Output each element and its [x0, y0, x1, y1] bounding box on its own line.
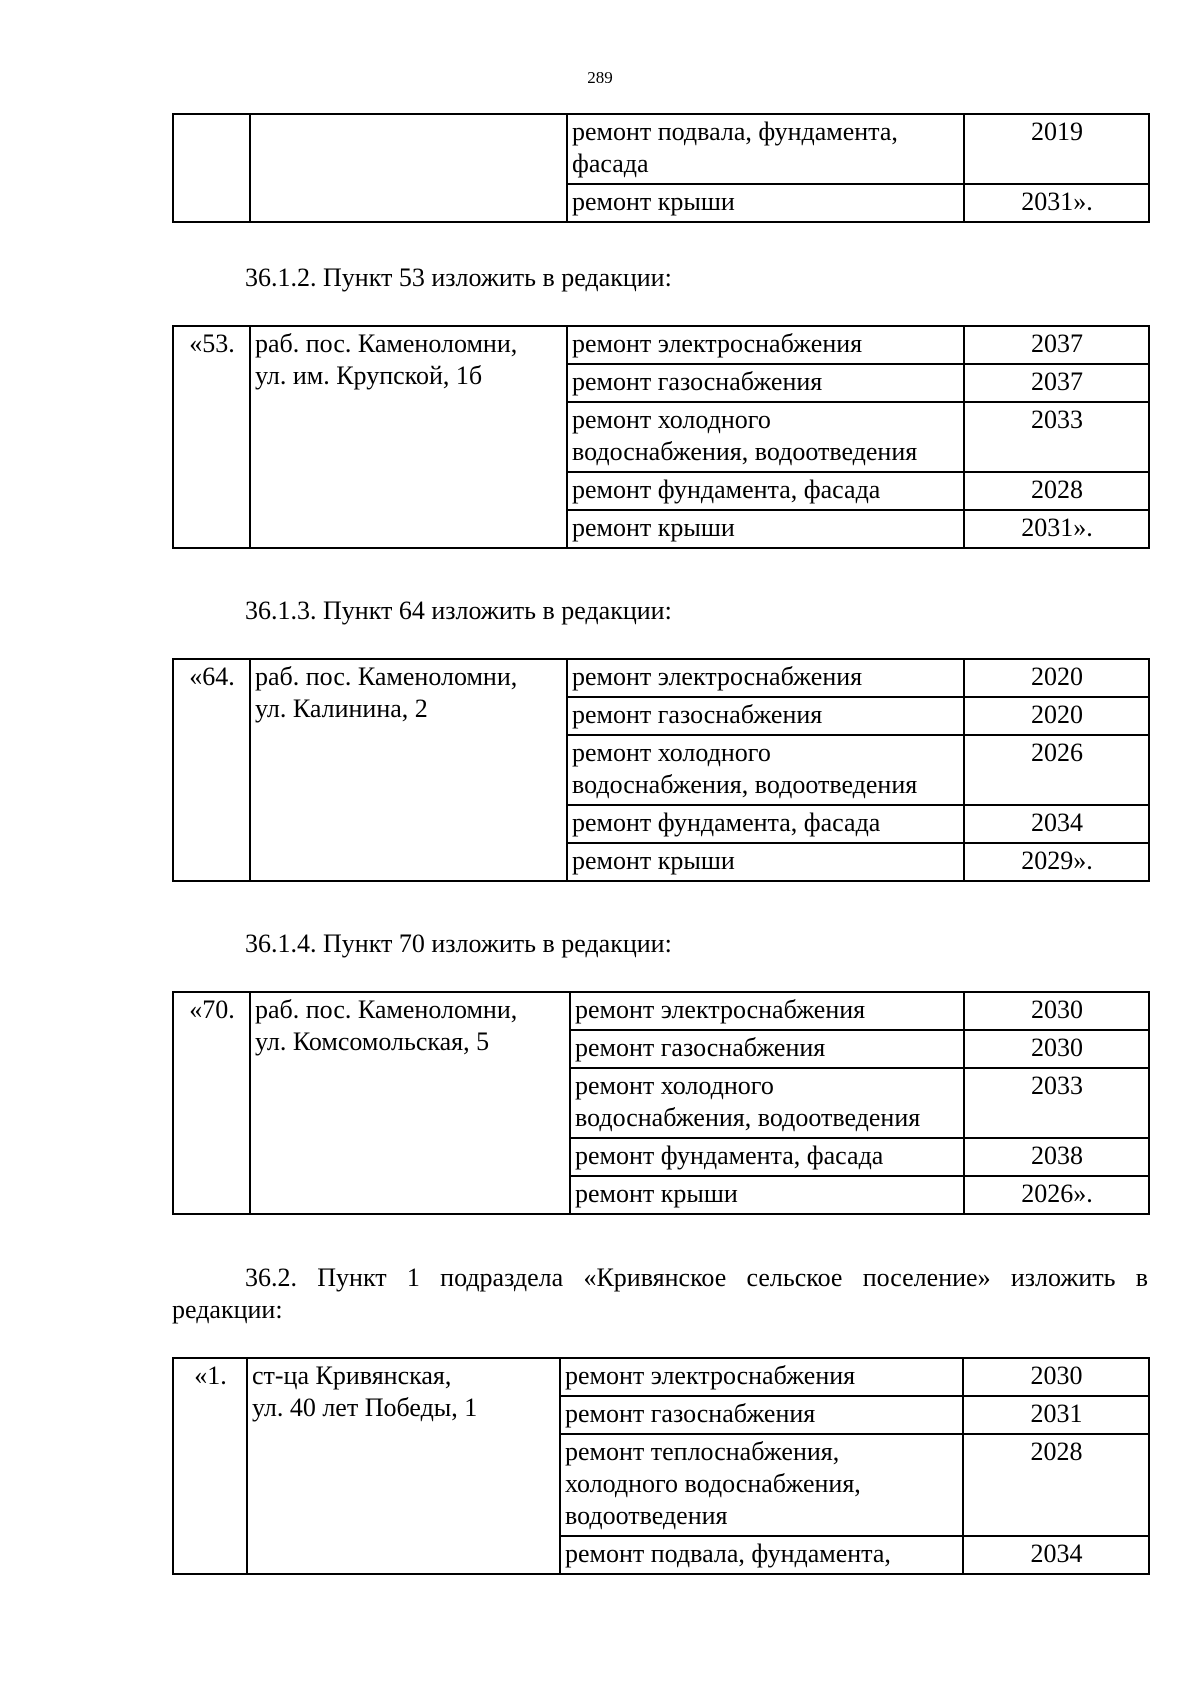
work-cell: ремонт крыши	[570, 1176, 964, 1214]
table-row	[173, 992, 1149, 1030]
work-cell: ремонт электроснабжения	[570, 992, 964, 1030]
year-cell: 2031».	[964, 510, 1149, 548]
work-cell: ремонт газоснабжения	[560, 1396, 963, 1434]
work-cell: ремонт газоснабжения	[570, 1030, 964, 1068]
work-cell: ремонт подвала, фундамента, фасада	[567, 114, 964, 184]
table-item-70	[172, 991, 1150, 1215]
table-continuation	[172, 113, 1150, 223]
year-cell: 2038	[964, 1138, 1149, 1176]
address-cell: раб. пос. Каменоломни, ул. им. Крупской, 1б	[250, 326, 567, 548]
work-cell: ремонт холодного водоснабжения, водоотведения	[567, 402, 964, 472]
year-cell: 2020	[964, 659, 1149, 697]
table-item-1	[172, 1357, 1150, 1575]
paragraph-item-53: 36.1.2. Пункт 53 изложить в редакции:	[245, 263, 672, 292]
year-cell: 2028	[963, 1434, 1149, 1536]
work-cell: ремонт газоснабжения	[567, 364, 964, 402]
year-cell: 2030	[963, 1358, 1149, 1396]
year-cell: 2033	[964, 402, 1149, 472]
work-cell: ремонт электроснабжения	[567, 326, 964, 364]
year-cell: 2031».	[964, 184, 1149, 222]
paragraph-krivyanskoe: 36.2. Пункт 1 подраздела «Кривянское сельское поселение» изложить в редакции:	[172, 1263, 1148, 1324]
work-cell: ремонт фундамента, фасада	[567, 472, 964, 510]
work-cell: ремонт крыши	[567, 184, 964, 222]
year-cell: 2030	[964, 992, 1149, 1030]
year-cell: 2034	[964, 805, 1149, 843]
year-cell: 2026».	[964, 1176, 1149, 1214]
page-number: 289	[587, 68, 613, 87]
work-cell: ремонт крыши	[567, 843, 964, 881]
work-cell: ремонт фундамента, фасада	[570, 1138, 964, 1176]
paragraph-item-64: 36.1.3. Пункт 64 изложить в редакции:	[245, 596, 672, 625]
year-cell: 2020	[964, 697, 1149, 735]
item-number-cell: «1.	[173, 1358, 247, 1574]
table-item-64	[172, 658, 1150, 882]
item-number-cell	[173, 114, 250, 222]
work-cell: ремонт электроснабжения	[560, 1358, 963, 1396]
item-number-cell: «70.	[173, 992, 250, 1214]
work-cell: ремонт фундамента, фасада	[567, 805, 964, 843]
work-cell: ремонт электроснабжения	[567, 659, 964, 697]
work-cell: ремонт газоснабжения	[567, 697, 964, 735]
address-cell: раб. пос. Каменоломни, ул. Калинина, 2	[250, 659, 567, 881]
work-cell: ремонт подвала, фундамента,	[560, 1536, 963, 1574]
year-cell: 2029».	[964, 843, 1149, 881]
item-number-cell: «64.	[173, 659, 250, 881]
table-row	[173, 114, 1149, 184]
paragraph-item-70: 36.1.4. Пункт 70 изложить в редакции:	[245, 929, 672, 958]
year-cell: 2033	[964, 1068, 1149, 1138]
table-item-53	[172, 325, 1150, 549]
work-cell: ремонт теплоснабжения, холодного водоснабжения, водоотведения	[560, 1434, 963, 1536]
item-number-cell: «53.	[173, 326, 250, 548]
year-cell: 2037	[964, 364, 1149, 402]
year-cell: 2030	[964, 1030, 1149, 1068]
table-row	[173, 659, 1149, 697]
year-cell: 2034	[963, 1536, 1149, 1574]
table-row	[173, 326, 1149, 364]
year-cell: 2028	[964, 472, 1149, 510]
year-cell: 2019	[964, 114, 1149, 184]
address-cell: раб. пос. Каменоломни, ул. Комсомольская, 5	[250, 992, 570, 1214]
address-cell	[250, 114, 567, 222]
address-cell: ст-ца Кривянская, ул. 40 лет Победы, 1	[247, 1358, 560, 1574]
work-cell: ремонт крыши	[567, 510, 964, 548]
year-cell: 2031	[963, 1396, 1149, 1434]
year-cell: 2037	[964, 326, 1149, 364]
year-cell: 2026	[964, 735, 1149, 805]
table-row	[173, 1358, 1149, 1396]
work-cell: ремонт холодного водоснабжения, водоотведения	[570, 1068, 964, 1138]
work-cell: ремонт холодного водоснабжения, водоотведения	[567, 735, 964, 805]
